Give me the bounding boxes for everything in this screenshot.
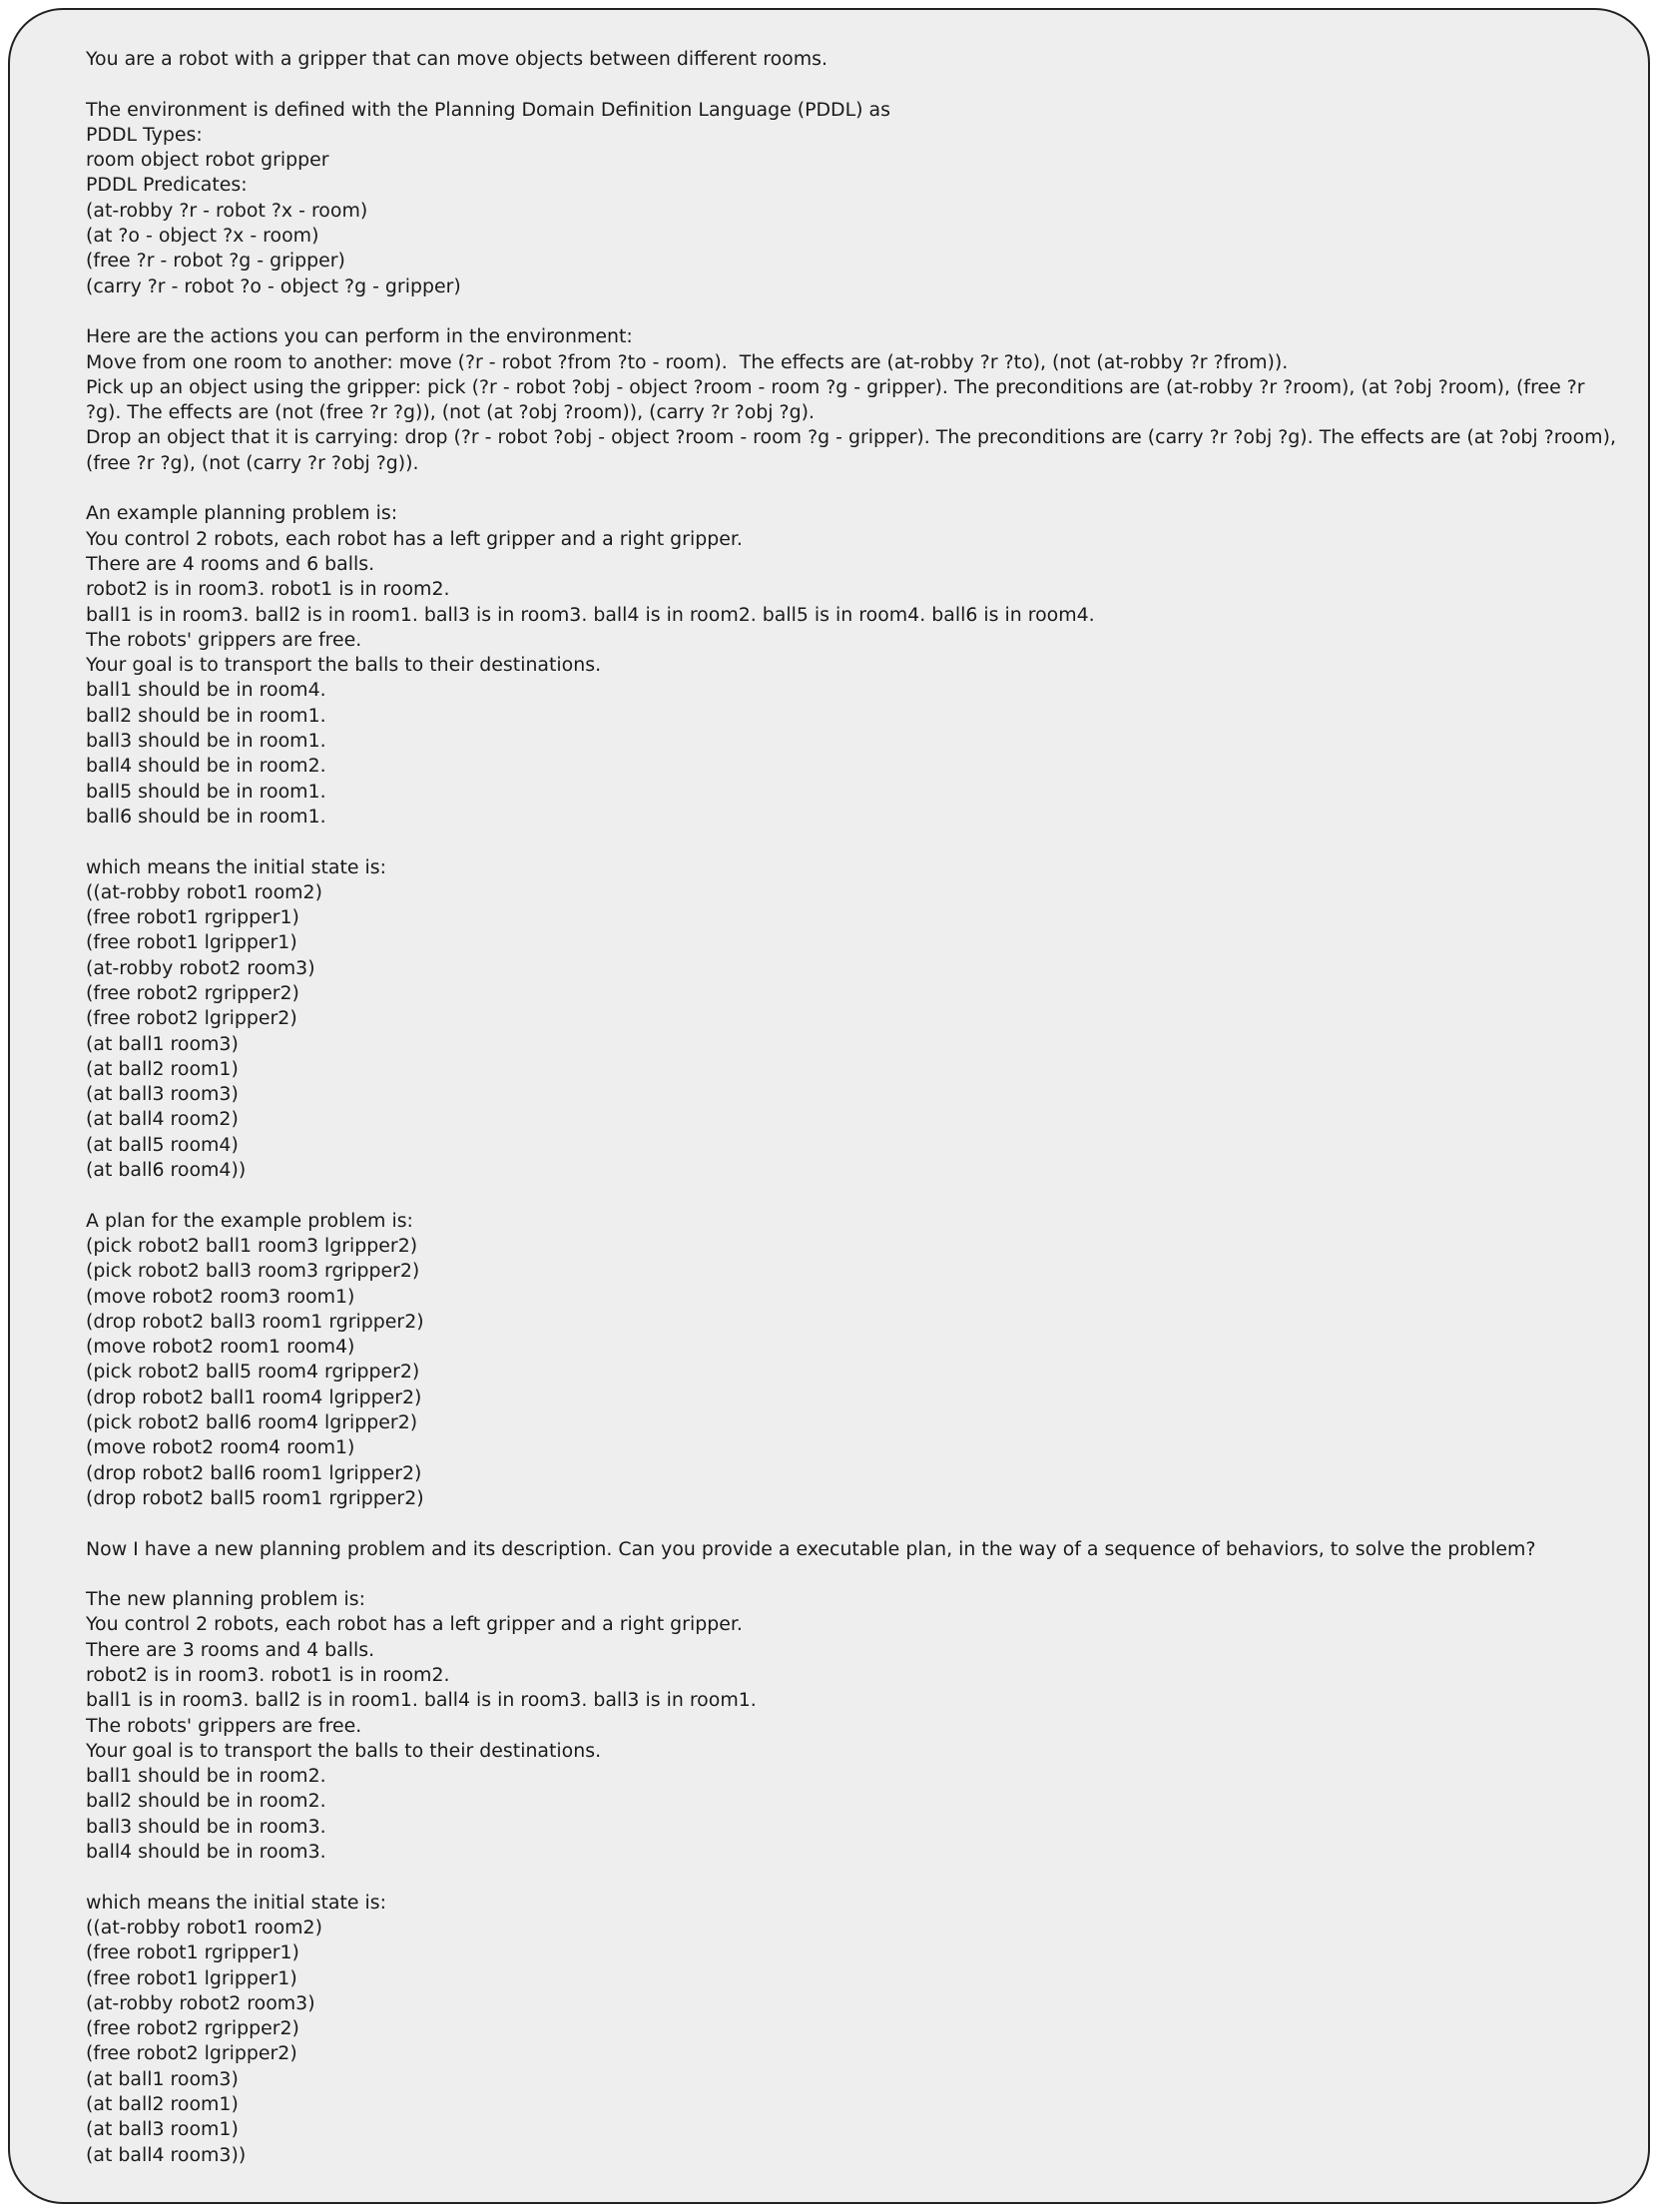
text-line: The robots' grippers are free. — [86, 1714, 362, 1737]
text-line: ball6 should be in room1. — [86, 805, 326, 828]
prompt-card — [8, 8, 1650, 2204]
text-line: (at ball3 room3) — [86, 1083, 239, 1106]
text-line: ball1 is in room3. ball2 is in room1. ball3 is in room3. ball4 is in room2. ball5 is in room4. ball6 is in room4. — [86, 603, 1095, 626]
text-line: (pick robot2 ball6 room4 lgripper2) — [86, 1411, 418, 1434]
text-line: (free robot1 lgripper1) — [86, 931, 297, 954]
text-line: ball4 should be in room3. — [86, 1841, 326, 1864]
text-line: room object robot gripper — [86, 149, 329, 172]
text-line: (at ball1 room3) — [86, 1032, 239, 1055]
paragraph — [86, 501, 1623, 830]
text-line: (drop robot2 ball6 room1 lgripper2) — [86, 1461, 422, 1484]
text-line: ball3 should be in room1. — [86, 730, 326, 753]
text-line: (at ball6 room4)) — [86, 1159, 247, 1182]
text-line: (drop robot2 ball5 room1 rgripper2) — [86, 1486, 424, 1509]
text-line: (at ?o - object ?x - room) — [86, 225, 319, 248]
text-line: There are 4 rooms and 6 balls. — [86, 552, 375, 575]
paragraph — [86, 47, 1623, 72]
text-line: (free robot2 rgripper2) — [86, 2017, 299, 2040]
text-line: which means the initial state is: — [86, 1891, 386, 1914]
text-line: ball2 should be in room2. — [86, 1790, 326, 1813]
text-line: (at ball2 room1) — [86, 1057, 239, 1080]
text-line: (pick robot2 ball1 room3 lgripper2) — [86, 1234, 418, 1257]
text-line: robot2 is in room3. robot1 is in room2. — [86, 1664, 450, 1686]
text-line: ball5 should be in room1. — [86, 780, 326, 803]
text-line: Here are the actions you can perform in the environment: — [86, 325, 633, 348]
text-line: (pick robot2 ball3 room3 rgripper2) — [86, 1260, 420, 1283]
text-line: (move robot2 room3 room1) — [86, 1285, 355, 1308]
text-line: ball3 should be in room3. — [86, 1815, 326, 1838]
text-line: (at ball5 room4) — [86, 1133, 239, 1156]
text-line: (at-robby ?r - robot ?x - room) — [86, 199, 368, 222]
text-line: You are a robot with a gripper that can move objects between different rooms. — [86, 48, 829, 70]
text-line: (free robot2 lgripper2) — [86, 2042, 297, 2065]
text-line: An example planning problem is: — [86, 502, 398, 525]
text-line: (at ball2 room1) — [86, 2093, 239, 2116]
text-line: ball1 should be in room2. — [86, 1765, 326, 1788]
paragraph — [86, 1587, 1623, 1865]
text-line: (at ball4 room2) — [86, 1108, 239, 1131]
text-line: (at-robby robot2 room3) — [86, 956, 315, 979]
text-line: Your goal is to transport the balls to their destinations. — [86, 654, 602, 677]
text-line: robot2 is in room3. robot1 is in room2. — [86, 578, 450, 601]
paragraph — [86, 1891, 1623, 2168]
paragraph — [86, 1209, 1623, 1512]
text-line: The robots' grippers are free. — [86, 628, 362, 651]
text-line: (free ?r - robot ?g - gripper) — [86, 250, 345, 273]
paragraph — [86, 855, 1623, 1184]
text-line: (free robot2 rgripper2) — [86, 981, 299, 1004]
text-line: Move from one room to another: move (?r - robot ?from ?to - room). The effects are (at-robby ?r ?to), (not (at-robby ?r ?from)). — [86, 350, 1289, 373]
text-line: (free ?r ?g), (not (carry ?r ?obj ?g)). — [86, 451, 419, 474]
text-line: (move robot2 room1 room4) — [86, 1336, 355, 1359]
paragraph — [86, 324, 1623, 476]
text-line: ball1 is in room3. ball2 is in room1. ball4 is in room3. ball3 is in room1. — [86, 1689, 757, 1712]
text-line: ?g). The effects are (not (free ?r ?g)), (not (at ?obj ?room)), (carry ?r ?obj ?g). — [86, 401, 815, 424]
text-line: (at ball4 room3)) — [86, 2143, 247, 2166]
text-line: (drop robot2 ball1 room4 lgripper2) — [86, 1385, 422, 1408]
text-line: PDDL Predicates: — [86, 174, 248, 197]
paragraph — [86, 1537, 1623, 1562]
text-line: (free robot1 lgripper1) — [86, 1966, 297, 1989]
text-line: Drop an object that it is carrying: drop (?r - robot ?obj - object ?room - room ?g - gripper). The preconditions are (carry ?r ?obj ?g). The effects are (at ?obj ?room), — [86, 426, 1616, 449]
text-line: Now I have a new planning problem and its description. Can you provide a executable plan, in the way of a sequence of behaviors, to solve the problem? — [86, 1537, 1536, 1560]
text-line: (free robot1 rgripper1) — [86, 1941, 299, 1964]
text-line: Pick up an object using the gripper: pick (?r - robot ?obj - object ?room - room ?g - gripper). The preconditions are (at-robby ?r ?room), (at ?obj ?room), (free ?r — [86, 375, 1585, 398]
text-line: (drop robot2 ball3 room1 rgripper2) — [86, 1310, 424, 1333]
text-line: ball1 should be in room4. — [86, 679, 326, 702]
text-line: The environment is defined with the Planning Domain Definition Language (PDDL) as — [86, 98, 890, 121]
text-line: The new planning problem is: — [86, 1588, 366, 1611]
paragraph — [86, 98, 1623, 299]
text-line: (at ball1 room3) — [86, 2067, 239, 2090]
prompt-text — [86, 47, 1623, 2193]
text-line: ((at-robby robot1 room2) — [86, 1916, 322, 1938]
text-line: which means the initial state is: — [86, 855, 386, 878]
text-line: ((at-robby robot1 room2) — [86, 880, 322, 903]
text-line: You control 2 robots, each robot has a left gripper and a right gripper. — [86, 1613, 743, 1636]
text-line: Your goal is to transport the balls to their destinations. — [86, 1739, 602, 1762]
text-line: (at-robby robot2 room3) — [86, 1991, 315, 2014]
text-line: ball2 should be in room1. — [86, 704, 326, 727]
text-line: You control 2 robots, each robot has a left gripper and a right gripper. — [86, 527, 743, 550]
text-line: PDDL Types: — [86, 123, 203, 146]
text-line: (carry ?r - robot ?o - object ?g - gripper) — [86, 275, 461, 297]
text-line: (pick robot2 ball5 room4 rgripper2) — [86, 1361, 420, 1383]
text-line: A plan for the example problem is: — [86, 1209, 413, 1232]
text-line: (at ball3 room1) — [86, 2118, 239, 2141]
text-line: (move robot2 room4 room1) — [86, 1436, 355, 1459]
text-line: There are 3 rooms and 4 balls. — [86, 1638, 375, 1661]
text-line: (free robot2 lgripper2) — [86, 1007, 297, 1030]
text-line: ball4 should be in room2. — [86, 755, 326, 778]
text-line: (free robot1 rgripper1) — [86, 906, 299, 929]
